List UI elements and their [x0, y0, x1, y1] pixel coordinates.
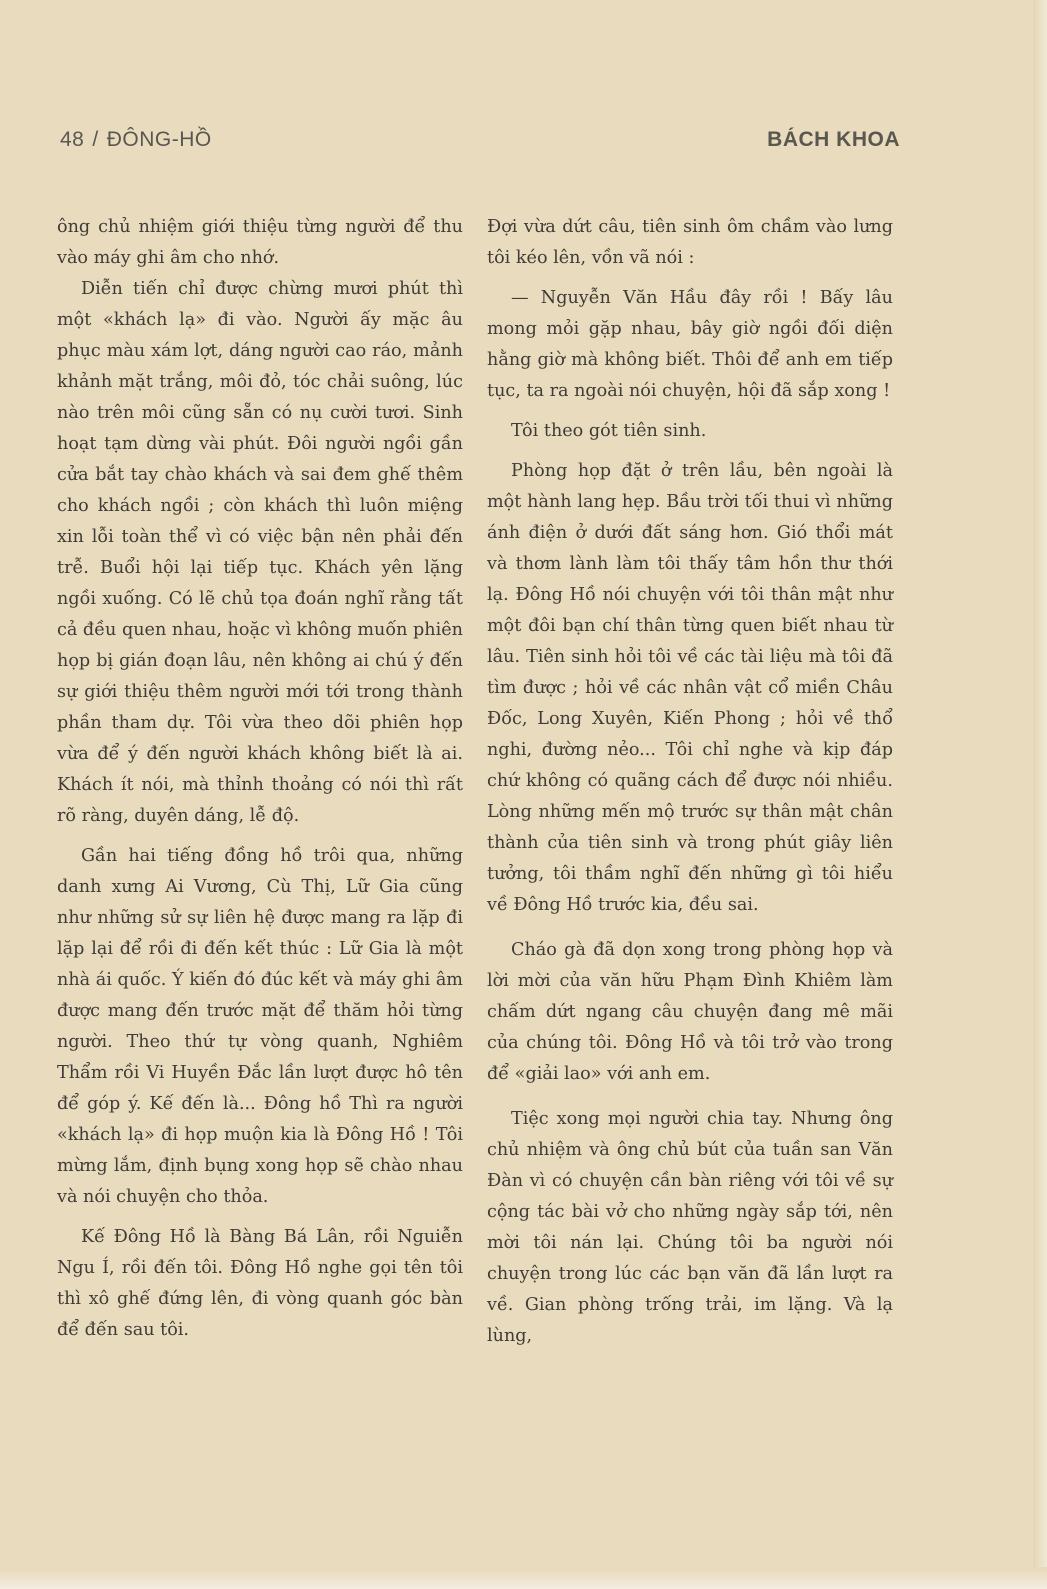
paragraph: Tiệc xong mọi người chia tay. Nhưng ông chủ nhiệm và ông chủ bút của tuần san Văn Đàn vì có chuyện cần bàn riêng với tôi về sự cộng tác bài vở cho những ngày sắp tới, nên mời tôi nán lại. Chúng tôi ba người nói chuyện trong lúc các bạn văn đã lần lượt ra về. Gian phòng trống trải, im lặng. Và lạ lùng,: [487, 1109, 893, 1346]
magazine-title: BÁCH KHOA: [767, 128, 900, 151]
right-column: [487, 212, 893, 1352]
paragraph: Diễn tiến chỉ được chừng mươi phút thì một «khách lạ» đi vào. Người ấy mặc âu phục màu xám lợt, dáng người cao ráo, mảnh khảnh mặt trắng, môi đỏ, tóc chải suông, lúc nào trên môi cũng sẵn có nụ cười tươi. Sinh hoạt tạm dừng vài phút. Đôi người ngồi gần cửa bắt tay chào khách và sai đem ghế thêm cho khách ngồi ; còn khách thì luôn miệng xin lỗi toàn thể vì có việc bận nên phải đến trễ. Buổi hội lại tiếp tục. Khách yên lặng ngồi xuống. Có lẽ chủ tọa đoán nghĩ rằng tất cả đều quen nhau, hoặc vì không muốn phiên họp bị gián đoạn lâu, nên không ai chú ý đến sự giới thiệu thêm người mới tới trong thành phần tham dự. Tôi vừa theo dõi phiên họp vừa để ý đến người khách không biết là ai. Khách ít nói, mà thỉnh thoảng có nói thì rất rõ ràng, duyên dáng, lễ độ.: [57, 279, 463, 826]
left-column: [57, 212, 463, 1346]
running-header: [60, 128, 900, 158]
header-separator: /: [92, 128, 99, 151]
paragraph: Phòng họp đặt ở trên lầu, bên ngoài là một hành lang hẹp. Bầu trời tối thui vì những ánh điện ở dưới đất sáng hơn. Gió thổi mát và thơm lành làm tôi thấy tâm hồn thư thới lạ. Đông Hồ nói chuyện với tôi thân mật như một đôi bạn chí thân từng quen biết nhau từ lâu. Tiên sinh hỏi tôi về các tài liệu mà tôi đã tìm được ; hỏi về các nhân vật cổ miền Châu Đốc, Long Xuyên, Kiến Phong ; hỏi về thổ nghi, đường nẻo... Tôi chỉ nghe và kịp đáp chứ không có quãng cách để được nói nhiều. Lòng những mến mộ trước sự thân mật chân thành của tiên sinh và trong phút giây liên tưởng, tôi thầm nghĩ đến những gì tôi hiểu về Đông Hồ trước kia, đều sai.: [487, 461, 893, 915]
paragraph: Gần hai tiếng đồng hồ trôi qua, những danh xưng Ai Vương, Cù Thị, Lữ Gia cũng như những sử sự liên hệ được mang ra lặp đi lặp lại để rồi đi đến kết thúc : Lữ Gia là một nhà ái quốc. Ý kiến đó đúc kết và máy ghi âm được mang đến trước mặt để thăm hỏi từng người. Theo thứ tự vòng quanh, Nghiêm Thẩm rồi Vi Huyền Đắc lần lượt được hô tên để góp ý. Kế đến là... Đông hồ Thì ra người «khách lạ» đi họp muộn kia là Đông Hồ ! Tôi mừng lắm, định bụng xong họp sẽ chào nhau và nói chuyện cho thỏa.: [57, 846, 463, 1207]
page-number: 48: [60, 128, 85, 151]
paragraph: Cháo gà đã dọn xong trong phòng họp và lời mời của văn hữu Phạm Đình Khiêm làm chấm dứt ngang câu chuyện đang mê mãi của chúng tôi. Đông Hồ và tôi trở vào trong để «giải lao» với anh em.: [487, 940, 893, 1084]
paragraph: Tôi theo gót tiên sinh.: [511, 421, 707, 441]
header-left: [60, 128, 212, 152]
paragraph: — Nguyễn Văn Hầu đây rồi ! Bấy lâu mong mỏi gặp nhau, bây giờ ngồi đối diện hằng giờ mà không biết. Thôi để anh em tiếp tục, ta ra ngoài nói chuyện, hội đã sắp xong !: [487, 288, 893, 401]
paragraph: Đợi vừa dứt câu, tiên sinh ôm chầm vào lưng tôi kéo lên, vồn vã nói :: [487, 217, 893, 268]
page-edge: [1033, 0, 1047, 1589]
section-title: ĐÔNG-HỒ: [106, 128, 212, 151]
paragraph: Kế Đông Hồ là Bàng Bá Lân, rồi Nguiễn Ngu Í, rồi đến tôi. Đông Hồ nghe gọi tên tôi thì xô ghế đứng lên, đi vòng quanh góc bàn để đến sau tôi.: [57, 1227, 463, 1340]
page-bottom-edge: [0, 1567, 1047, 1589]
paragraph: ông chủ nhiệm giới thiệu từng người để thu vào máy ghi âm cho nhớ.: [57, 217, 463, 268]
